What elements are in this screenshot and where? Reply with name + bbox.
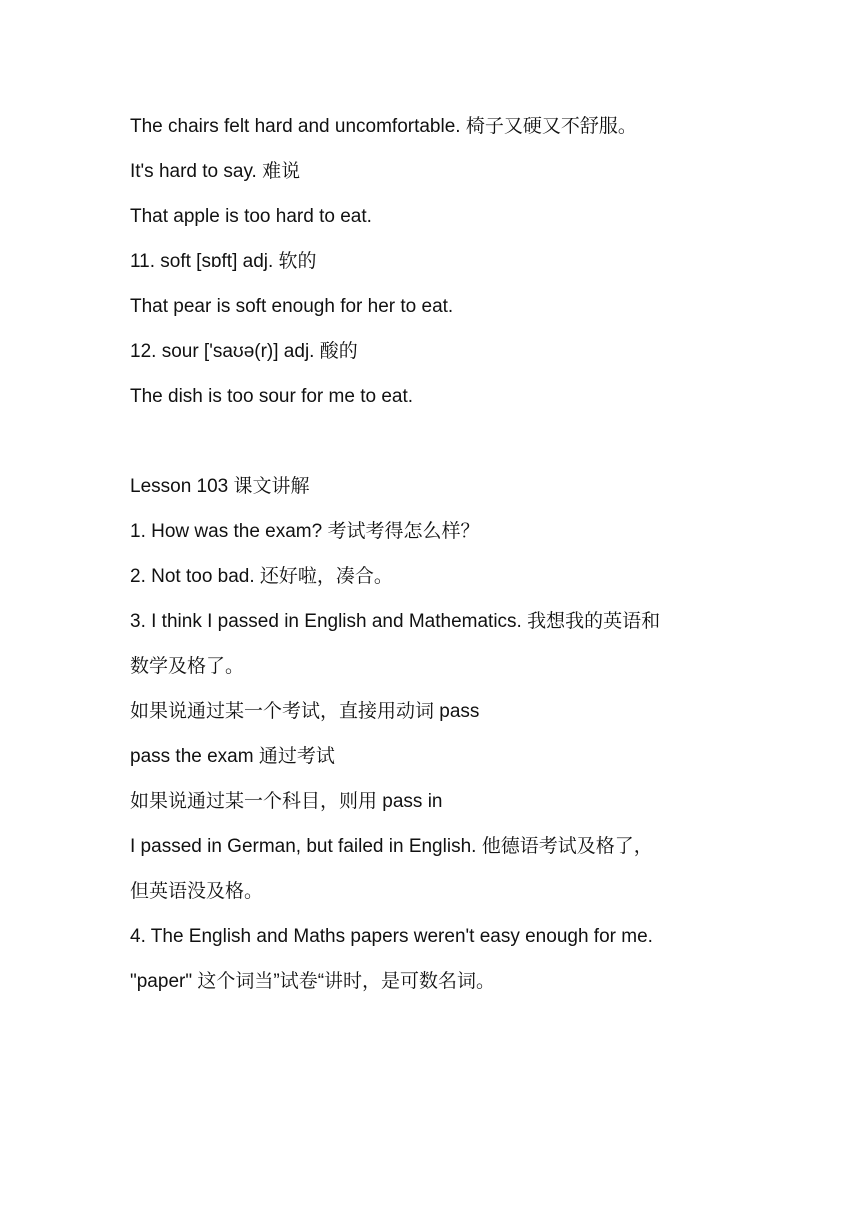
vocab-entry-sour: 12. sour ['saʊə(r)] adj. 酸的 [130,341,358,362]
text-line-not-too-bad: 2. Not too bad. 还好啦，凑合。 [130,566,393,587]
text-line-german-translation-cont: 但英语没及格。 [130,881,264,902]
text-line-passed-english-math: 3. I think I passed in English and Mathematics. 我想我的英语和 [130,611,661,632]
text-line-papers: 4. The English and Maths papers weren't easy enough for me. [130,926,653,947]
text-line-hard-to-say: It's hard to say. 难说 [130,161,301,182]
text-line-paper-note: "paper" 这个词当”试卷“讲时，是可数名词。 [130,971,496,992]
text-line-passed-german: I passed in German, but failed in English. 他德语考试及格了， [130,836,653,857]
text-line-pear: That pear is soft enough for her to eat. [130,296,454,317]
text-line-exam-question: 1. How was the exam? 考试考得怎么样？ [130,521,480,542]
text-line-passed-translation-cont: 数学及格了。 [130,656,245,677]
section-heading-lesson-103: Lesson 103 课文讲解 [130,476,310,497]
text-line-dish: The dish is too sour for me to eat. [130,386,414,407]
text-line-pass-note: 如果说通过某一个考试，直接用动词 pass [130,701,480,722]
text-line-pass-the-exam: pass the exam 通过考试 [130,746,335,767]
text-line-pass-in-note: 如果说通过某一个科目，则用 pass in [130,791,443,812]
text-line-apple: That apple is too hard to eat. [130,206,372,227]
vocab-entry-soft: 11. soft [sɒft] adj. 软的 [130,251,317,272]
text-line-chairs: The chairs felt hard and uncomfortable. 椅子又硬又不舒服。 [130,116,637,137]
